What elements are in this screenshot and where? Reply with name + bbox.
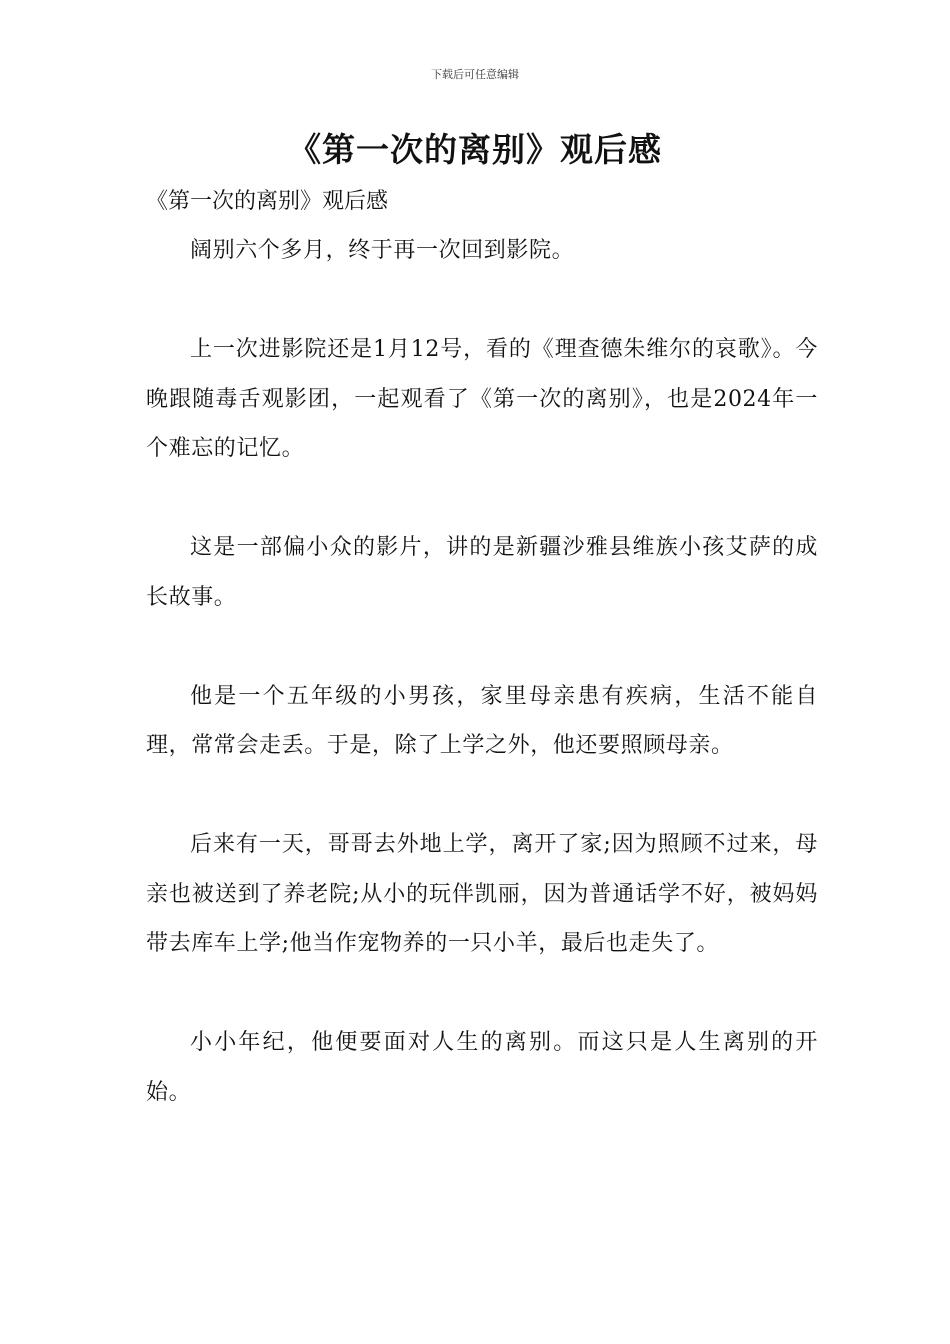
paragraph: 上一次进影院还是1月12号，看的《理查德朱维尔的哀歌》。今晚跟随毒舌观影团，一起观看了《第一次的离别》，也是2024年一个难忘的记忆。 — [146, 337, 818, 461]
paragraph: 这是一部偏小众的影片，讲的是新疆沙雅县维族小孩艾萨的成长故事。 — [146, 535, 818, 610]
document-body — [146, 226, 818, 1167]
paragraph: 后来有一天，哥哥去外地上学，离开了家;因为照顾不过来，母亲也被送到了养老院;从小的玩伴凯丽，因为普通话学不好，被妈妈带去库车上学;他当作宠物养的一只小羊，最后也走失了。 — [146, 832, 818, 956]
paragraph: 阔别六个多月，终于再一次回到影院。 — [190, 238, 575, 263]
document-subtitle: 《第一次的离别》观后感 — [146, 189, 389, 214]
document-title: 《第一次的离别》观后感 — [288, 130, 662, 169]
paragraph: 小小年纪，他便要面对人生的离别。而这只是人生离别的开始。 — [146, 1030, 818, 1105]
header-note: 下载后可任意编辑 — [431, 68, 519, 81]
paragraph: 他是一个五年级的小男孩，家里母亲患有疾病，生活不能自理，常常会走丢。于是，除了上学之外，他还要照顾母亲。 — [146, 683, 818, 758]
